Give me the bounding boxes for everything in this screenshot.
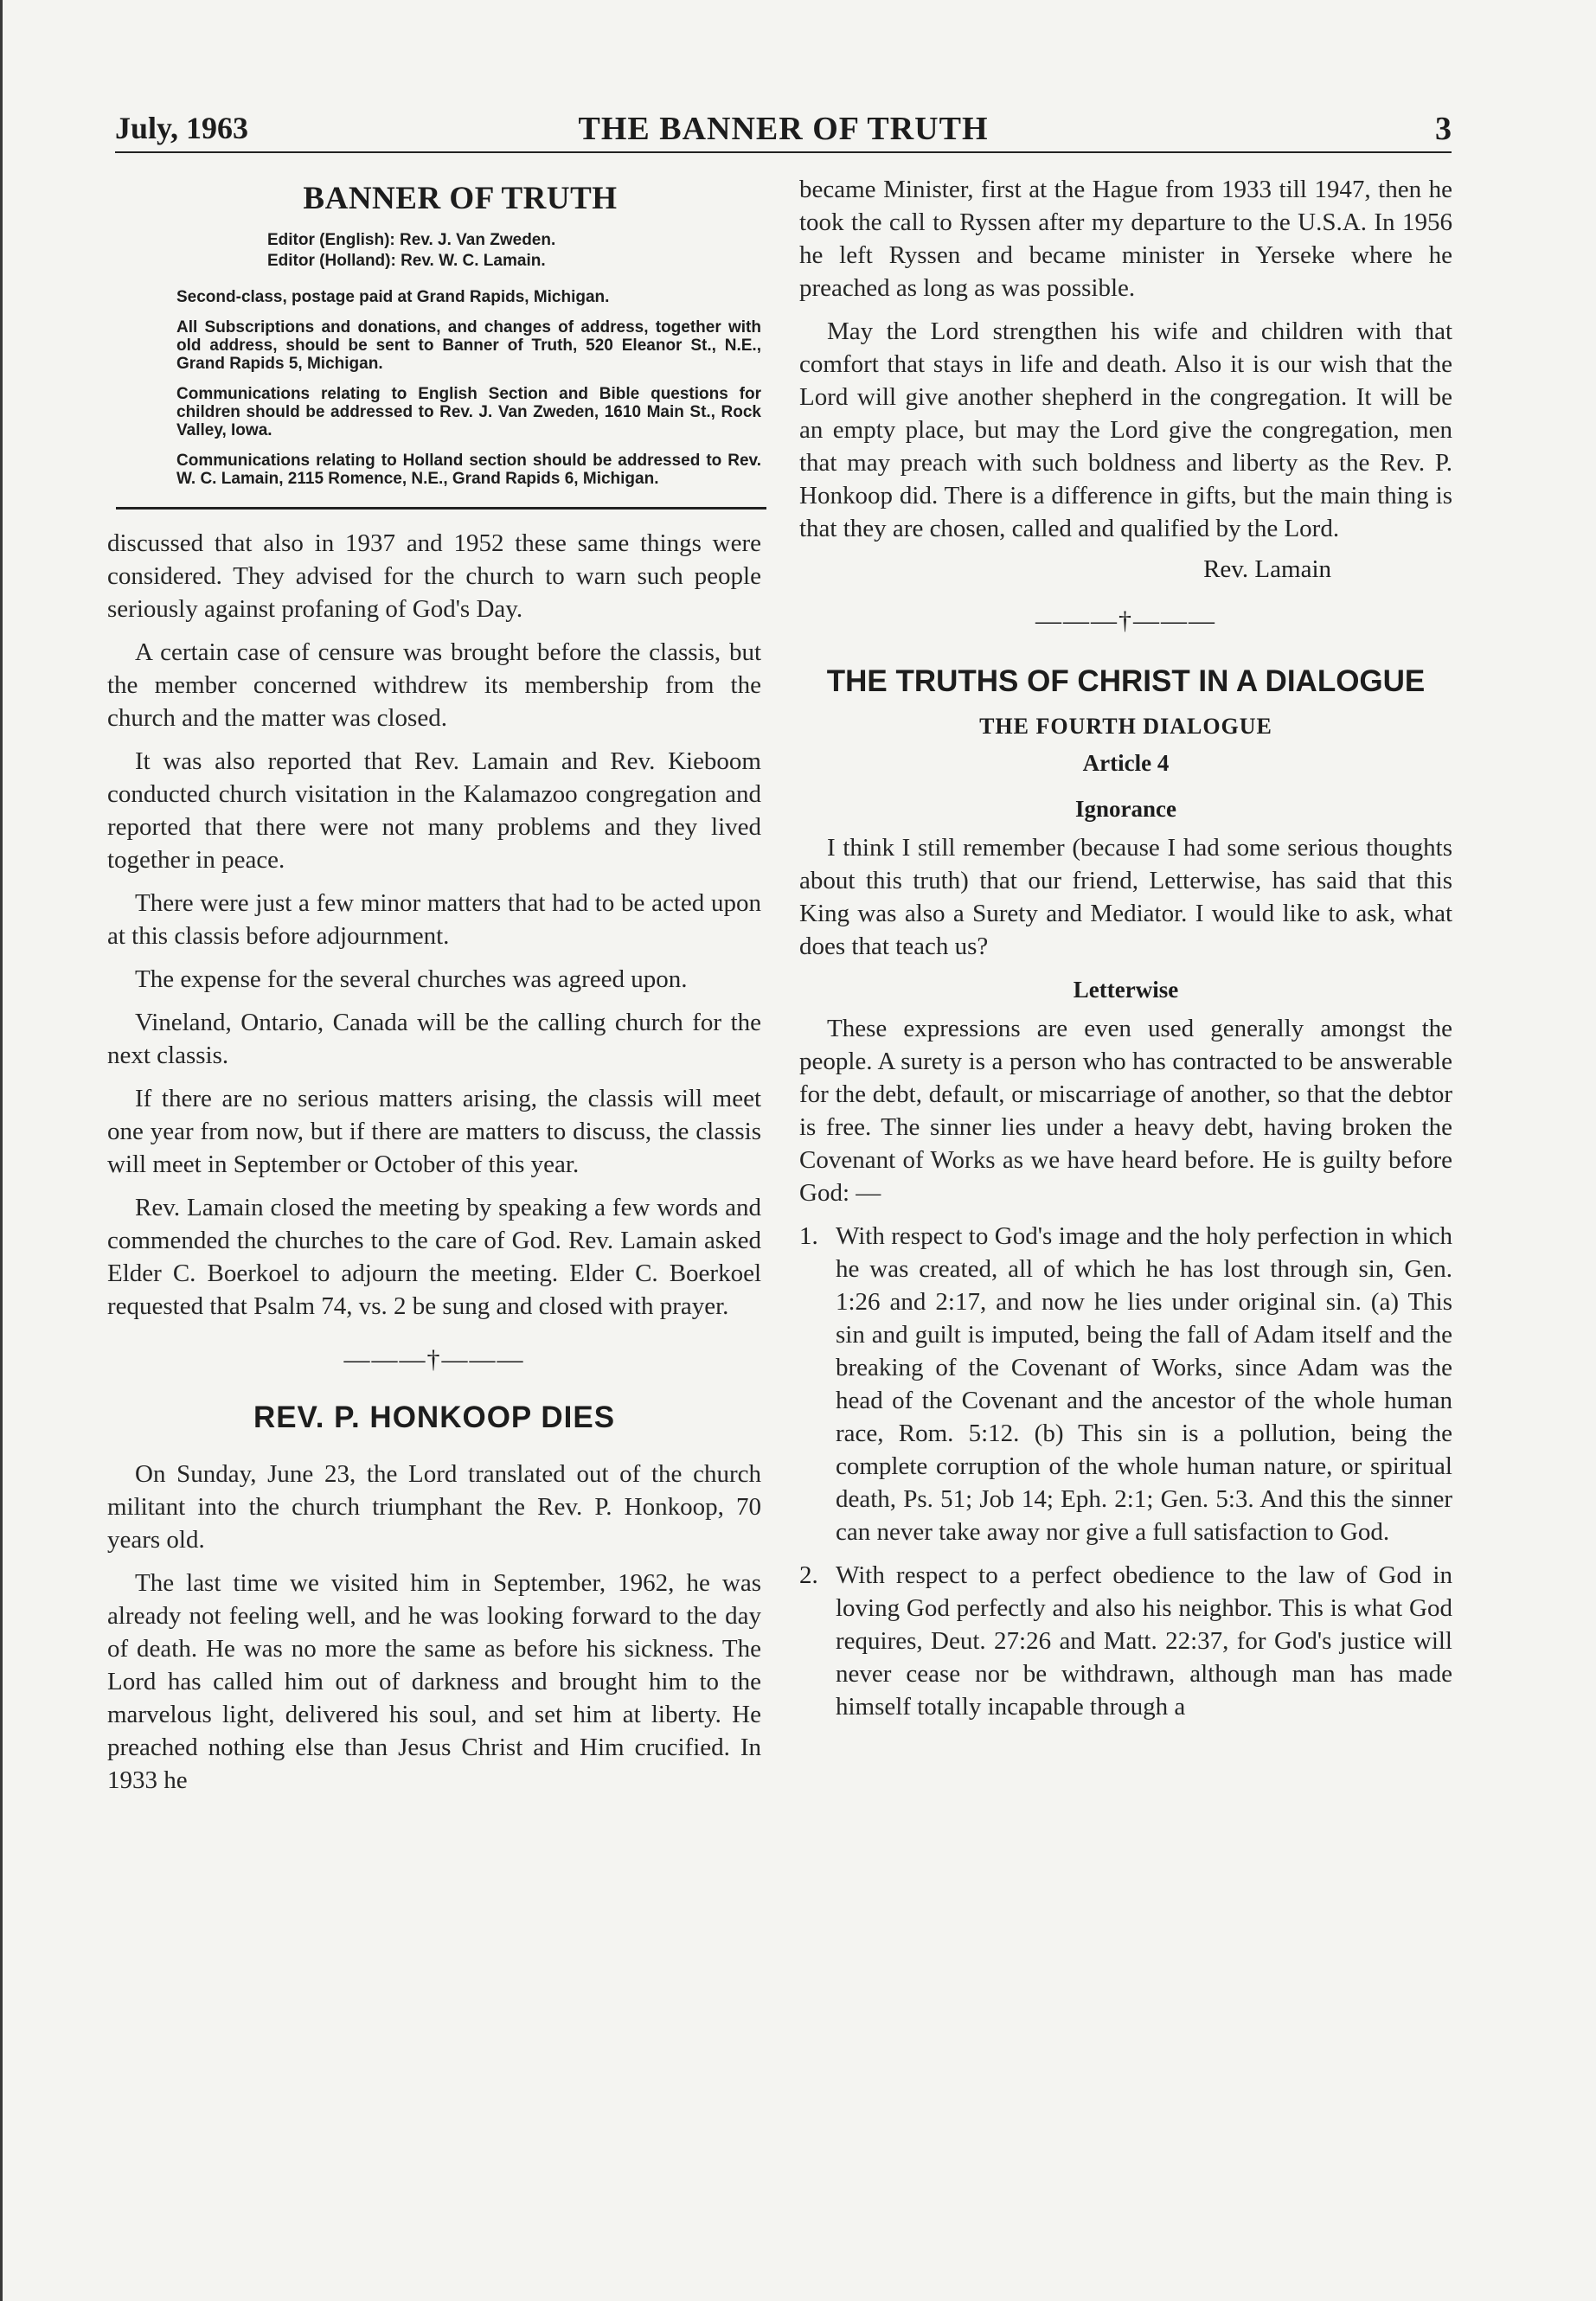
paragraph: I think I still remember (because I had some serious thoughts about this truth) that our friend, Letterwise, has said that this King was also a Surety and Mediator. I would like to ask, what does that teach us?	[799, 834, 1452, 960]
english-section-notice: Communications relating to English Section and Bible questions for children should be addressed to Rev. J. Van Zweden, 1610 Main St., Rock Valley, Iowa.	[176, 385, 761, 439]
postage-notice: Second-class, postage paid at Grand Rapids, Michigan.	[176, 288, 610, 306]
running-head	[115, 108, 1452, 153]
masthead-title: BANNER OF TRUTH	[303, 181, 618, 216]
paragraph: Vineland, Ontario, Canada will be the calling church for the next classis.	[107, 1009, 761, 1069]
editor-english: Editor (English): Rev. J. Van Zweden.	[267, 231, 556, 249]
editor-holland: Editor (Holland): Rev. W. C. Lamain.	[267, 252, 546, 270]
page-edge	[0, 0, 3, 2301]
header-title: THE BANNER OF TRUTH	[578, 111, 989, 147]
numbered-list	[799, 1220, 1452, 1723]
speaker-ignorance: Ignorance	[1075, 796, 1176, 822]
paragraph: discussed that also in 1937 and 1952 these same things were considered. They advised for the church to warn such people seriously against profaning of God's Day.	[107, 529, 761, 623]
header-page-number: 3	[1435, 111, 1452, 147]
list-item	[799, 1220, 1452, 1548]
paragraph: A certain case of censure was brought before the classis, but the member concerned withdrew its membership from the church and the matter was closed.	[107, 638, 761, 732]
paragraph: On Sunday, June 23, the Lord translated out of the church militant into the church triumphant the Rev. P. Honkoop, 70 years old.	[107, 1460, 761, 1554]
header-date: July, 1963	[115, 111, 249, 145]
paragraph: If there are no serious matters arising, the classis will meet one year from now, but if there are matters to discuss, the classis will meet in September or October of this year.	[107, 1085, 761, 1178]
masthead	[107, 180, 761, 488]
list-item-text: With respect to a perfect obedience to the law of God in loving God perfectly and also his neighbor. This is what God requires, Deut. 27:26 and Matt. 22:37, for God's justice will never cease nor be withdrawn, although man has made himself totally incapable through a	[836, 1561, 1452, 1721]
subscriptions-notice: All Subscriptions and donations, and changes of address, together with old address, should be sent to Banner of Truth, 520 Eleanor St., N.E., Grand Rapids 5, Michigan.	[176, 318, 761, 373]
paragraph: May the Lord strengthen his wife and children with that comfort that stays in life and death. Also it is our wish that the Lord will give another shepherd in the congregation. It will be an empty place, but may the Lord give the congregation, men that may preach with such boldness and liberty as the Rev. P. Honkoop did. There is a difference in gifts, but the main thing is that they are chosen, called and qualified by the Lord.	[799, 317, 1452, 542]
paragraph: These expressions are even used generally amongst the people. A surety is a person who has contracted to be answerable for the debt, default, or miscarriage of another, so that the debtor is free. The sinner lies under a heavy debt, having broken the Covenant of Works as we have heard before. He is guilty before God: —	[799, 1015, 1452, 1207]
signature: Rev. Lamain	[1203, 555, 1331, 583]
paragraph: There were just a few minor matters that had to be acted upon at this classis before adjournment.	[107, 889, 761, 950]
section-divider: ———†———	[343, 1345, 525, 1374]
left-column	[107, 173, 761, 1807]
article-label: Article 4	[1082, 750, 1170, 776]
list-item-text: With respect to God's image and the holy perfection in which he was created, all of which he has lost through sin, Gen. 1:26 and 2:17, and now he lies under original sin. (a) This sin and guilt is imputed, being the fall of Adam itself and the breaking of the Covenant of Works, since Adam was the head of the Covenant and the ancestor of the whole human race, Rom. 5:12. (b) This sin is a pollution, being the complete corruption of the whole human nature, or spiritual death, Ps. 51; Job 14; Eph. 2:1; Gen. 5:3. And this the sinner can never take away nor give a full satisfaction to God.	[836, 1222, 1452, 1546]
paragraph: Rev. Lamain closed the meeting by speaking a few words and commended the churches to the care of God. Rev. Lamain asked Elder C. Boerkoel to adjourn the meeting. Elder C. Boerkoel requested that Psalm 74, vs. 2 be sung and closed with prayer.	[107, 1194, 761, 1320]
list-number: 2.	[799, 1561, 818, 1589]
right-column	[799, 173, 1452, 1734]
dialogue-subtitle: THE FOURTH DIALOGUE	[979, 714, 1272, 739]
list-item	[799, 1559, 1452, 1723]
masthead-rule	[116, 507, 766, 510]
honkoop-heading: REV. P. HONKOOP DIES	[253, 1400, 616, 1434]
paragraph: became Minister, first at the Hague from 1933 till 1947, then he took the call to Ryssen after my departure to the U.S.A. In 1956 he left Ryssen and became minister in Yerseke where he preached as long as was possible.	[799, 176, 1452, 302]
paragraph: The expense for the several churches was agreed upon.	[135, 965, 688, 993]
speaker-letterwise: Letterwise	[1073, 977, 1179, 1003]
list-number: 1.	[799, 1222, 818, 1250]
holland-section-notice: Communications relating to Holland section should be addressed to Rev. W. C. Lamain, 2115 Romence, N.E., Grand Rapids 6, Michigan.	[176, 452, 761, 488]
section-divider: ———†———	[1035, 606, 1216, 635]
paragraph: The last time we visited him in September, 1962, he was already not feeling well, and he was looking forward to the day of death. He was no more the same as before his sickness. The Lord has called him out of darkness and brought him to the marvelous light, delivered his soul, and set him at liberty. He preached nothing else than Jesus Christ and Him crucified. In 1933 he	[107, 1569, 761, 1794]
paragraph: It was also reported that Rev. Lamain and Rev. Kieboom conducted church visitation in the Kalamazoo congregation and reported that there were not many problems and they lived together in peace.	[107, 747, 761, 874]
dialogue-title: THE TRUTHS OF CHRIST IN A DIALOGUE	[826, 664, 1426, 698]
